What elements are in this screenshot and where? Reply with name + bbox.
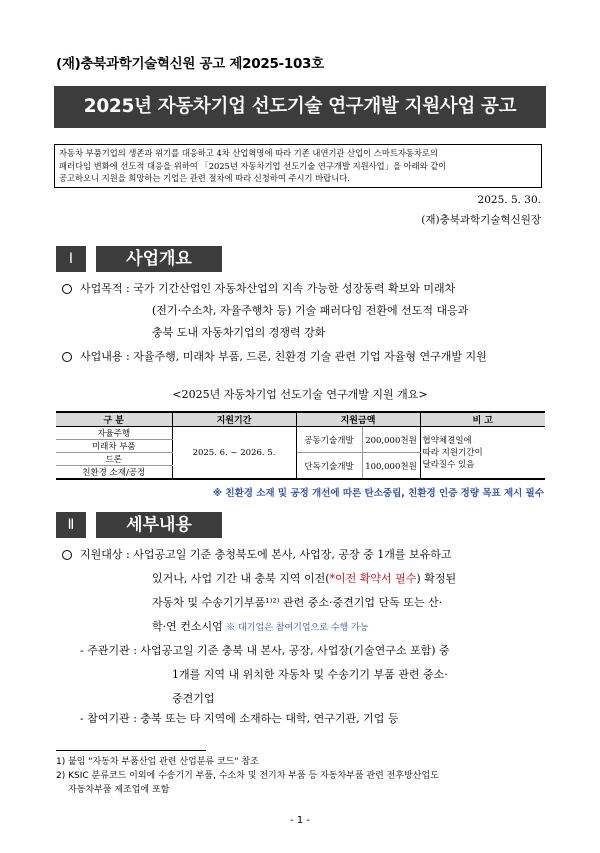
category-cell: 미래차 부품 <box>56 440 172 453</box>
table-note: ※ 친환경 소재 및 공정 개선에 따른 탄소중립, 친환경 인증 정량 목표 제시 필수 <box>212 488 544 499</box>
section-title: 세부내용 <box>96 512 222 538</box>
issuer: (재)충북과학기술혁신원장 <box>421 214 541 226</box>
lead-label: - 주관기관 : <box>80 644 141 657</box>
table-header: 구 분 <box>56 412 172 427</box>
target-text: 사업공고일 기준 충청북도에 본사, 사업장, 공장 중 1개를 보유하고 <box>133 548 452 561</box>
footnote: 자동차부품 제조업에 포함 <box>68 785 170 795</box>
table-caption: <2025년 자동차기업 선도기술 연구개발 지원 개요> <box>172 388 428 401</box>
target-text-part: ) 확정된 <box>416 572 457 585</box>
table-header: 비 고 <box>420 412 545 427</box>
target-label: 지원대상 : <box>80 548 134 561</box>
content-text: 자율주행, 미래차 부품, 드론, 친환경 기술 관련 기업 자율형 연구개발 지원 <box>133 350 487 363</box>
target-text-part: 있거나, 사업 기간 내 충북 지역 이전( <box>152 572 330 585</box>
bullet-circle-icon <box>62 284 72 294</box>
lead-text: 1개를 지역 내 위치한 자동차 및 수송기기 부품 관련 중소· <box>172 668 448 681</box>
note-cell <box>420 427 545 480</box>
bullet-circle-icon <box>62 550 72 560</box>
intro-box <box>54 144 542 188</box>
section-number: Ⅱ <box>56 512 86 538</box>
page-title: 2025년 자동차기업 선도기술 연구개발 지원사업 공고 <box>54 86 546 128</box>
purpose-text: (전기·수소차, 자율주행차 등) 기술 패러다임 전환에 선도적 대응과 <box>152 304 469 317</box>
target-text <box>152 568 456 590</box>
purpose-item <box>62 278 455 300</box>
category-cell: 친환경 소재/공정 <box>56 466 172 480</box>
purpose-text: 국가 기간산업인 자동차산업의 지속 가능한 성장동력 확보와 미래차 <box>133 282 456 295</box>
footnote: 2) KSIC 분류코드 이외에 수송기기 부품, 수소차 및 전기차 부품 등 자동차부품 관련 전후방산업도 <box>56 771 439 781</box>
note-line: 달라질수 있음 <box>422 459 475 470</box>
large-company-note: ※ 대기업은 참여기업으로 수행 가능 <box>226 623 369 633</box>
purpose-text: 충북 도내 자동차기업의 경쟁력 강화 <box>152 326 326 339</box>
lead-text: 사업공고일 기준 충북 내 본사, 공장, 사업장(기술연구소 포함) 중 <box>140 644 450 657</box>
table-header-row <box>56 412 545 427</box>
target-text: 자동차 및 수송기기부품¹⁾²⁾ 관련 중소·중견기업 단독 또는 산· <box>152 596 443 609</box>
footnote-divider <box>56 750 206 751</box>
intro-line: 자동차 부품기업의 생존과 위기를 대응하고 4차 산업혁명에 따라 기존 내연기관 산업이 스마트자동차로의 <box>59 148 438 158</box>
period-cell: 2025. 6. ~ 2026. 5. <box>172 427 296 480</box>
footnote: 1) 붙임 "자동차 부품산업 관련 산업분류 코드" 참조 <box>56 757 259 767</box>
notice-number: (재)충북과학기술혁신원 공고 제2025-103호 <box>56 56 324 72</box>
lead-item <box>80 640 450 662</box>
participant-item <box>80 708 399 730</box>
participant-label: - 참여기관 : <box>80 712 141 725</box>
bullet-circle-icon <box>62 352 72 362</box>
participant-text: 충북 또는 타 지역에 소재하는 대학, 연구기관, 기업 등 <box>140 712 399 725</box>
note-line: 따라 지원기간이 <box>422 447 483 458</box>
section-title: 사업개요 <box>96 246 222 272</box>
table-header: 지원금액 <box>296 412 420 427</box>
category-cell: 드론 <box>56 453 172 466</box>
relocation-note: *이전 확약서 필수 <box>329 572 417 585</box>
table-row <box>56 427 545 440</box>
content-label: 사업내용 : <box>80 350 134 363</box>
category-cell: 자율주행 <box>56 427 172 440</box>
type-cell: 단독기술개발 <box>296 453 362 480</box>
target-item <box>62 544 451 566</box>
content-item <box>62 346 487 368</box>
intro-line: 패러다임 변화에 선도적 대응을 위하여 「2025년 자동차기업 선도기술 연구개발 지원사업」을 아래와 같이 <box>59 160 447 171</box>
section-number: Ⅰ <box>56 246 86 272</box>
type-cell: 공동기술개발 <box>296 427 362 453</box>
amount-cell: 200,000천원 <box>362 427 420 453</box>
purpose-label: 사업목적 : <box>80 282 134 295</box>
lead-text: 중견기업 <box>172 692 215 705</box>
table-header: 지원기간 <box>172 412 296 427</box>
note-line: 협약체결일에 <box>422 435 472 446</box>
target-text-part: 학·연 컨소시엄 <box>152 620 227 633</box>
target-text <box>152 616 368 639</box>
amount-cell: 100,000천원 <box>362 453 420 480</box>
notice-date: 2025. 5. 30. <box>477 194 541 206</box>
overview-table <box>56 411 545 480</box>
intro-line: 공고하오니 지원을 희망하는 기업은 관련 절차에 따라 신청하여 주시기 바랍니다. <box>59 173 350 183</box>
page-number: - 1 - <box>290 815 310 826</box>
